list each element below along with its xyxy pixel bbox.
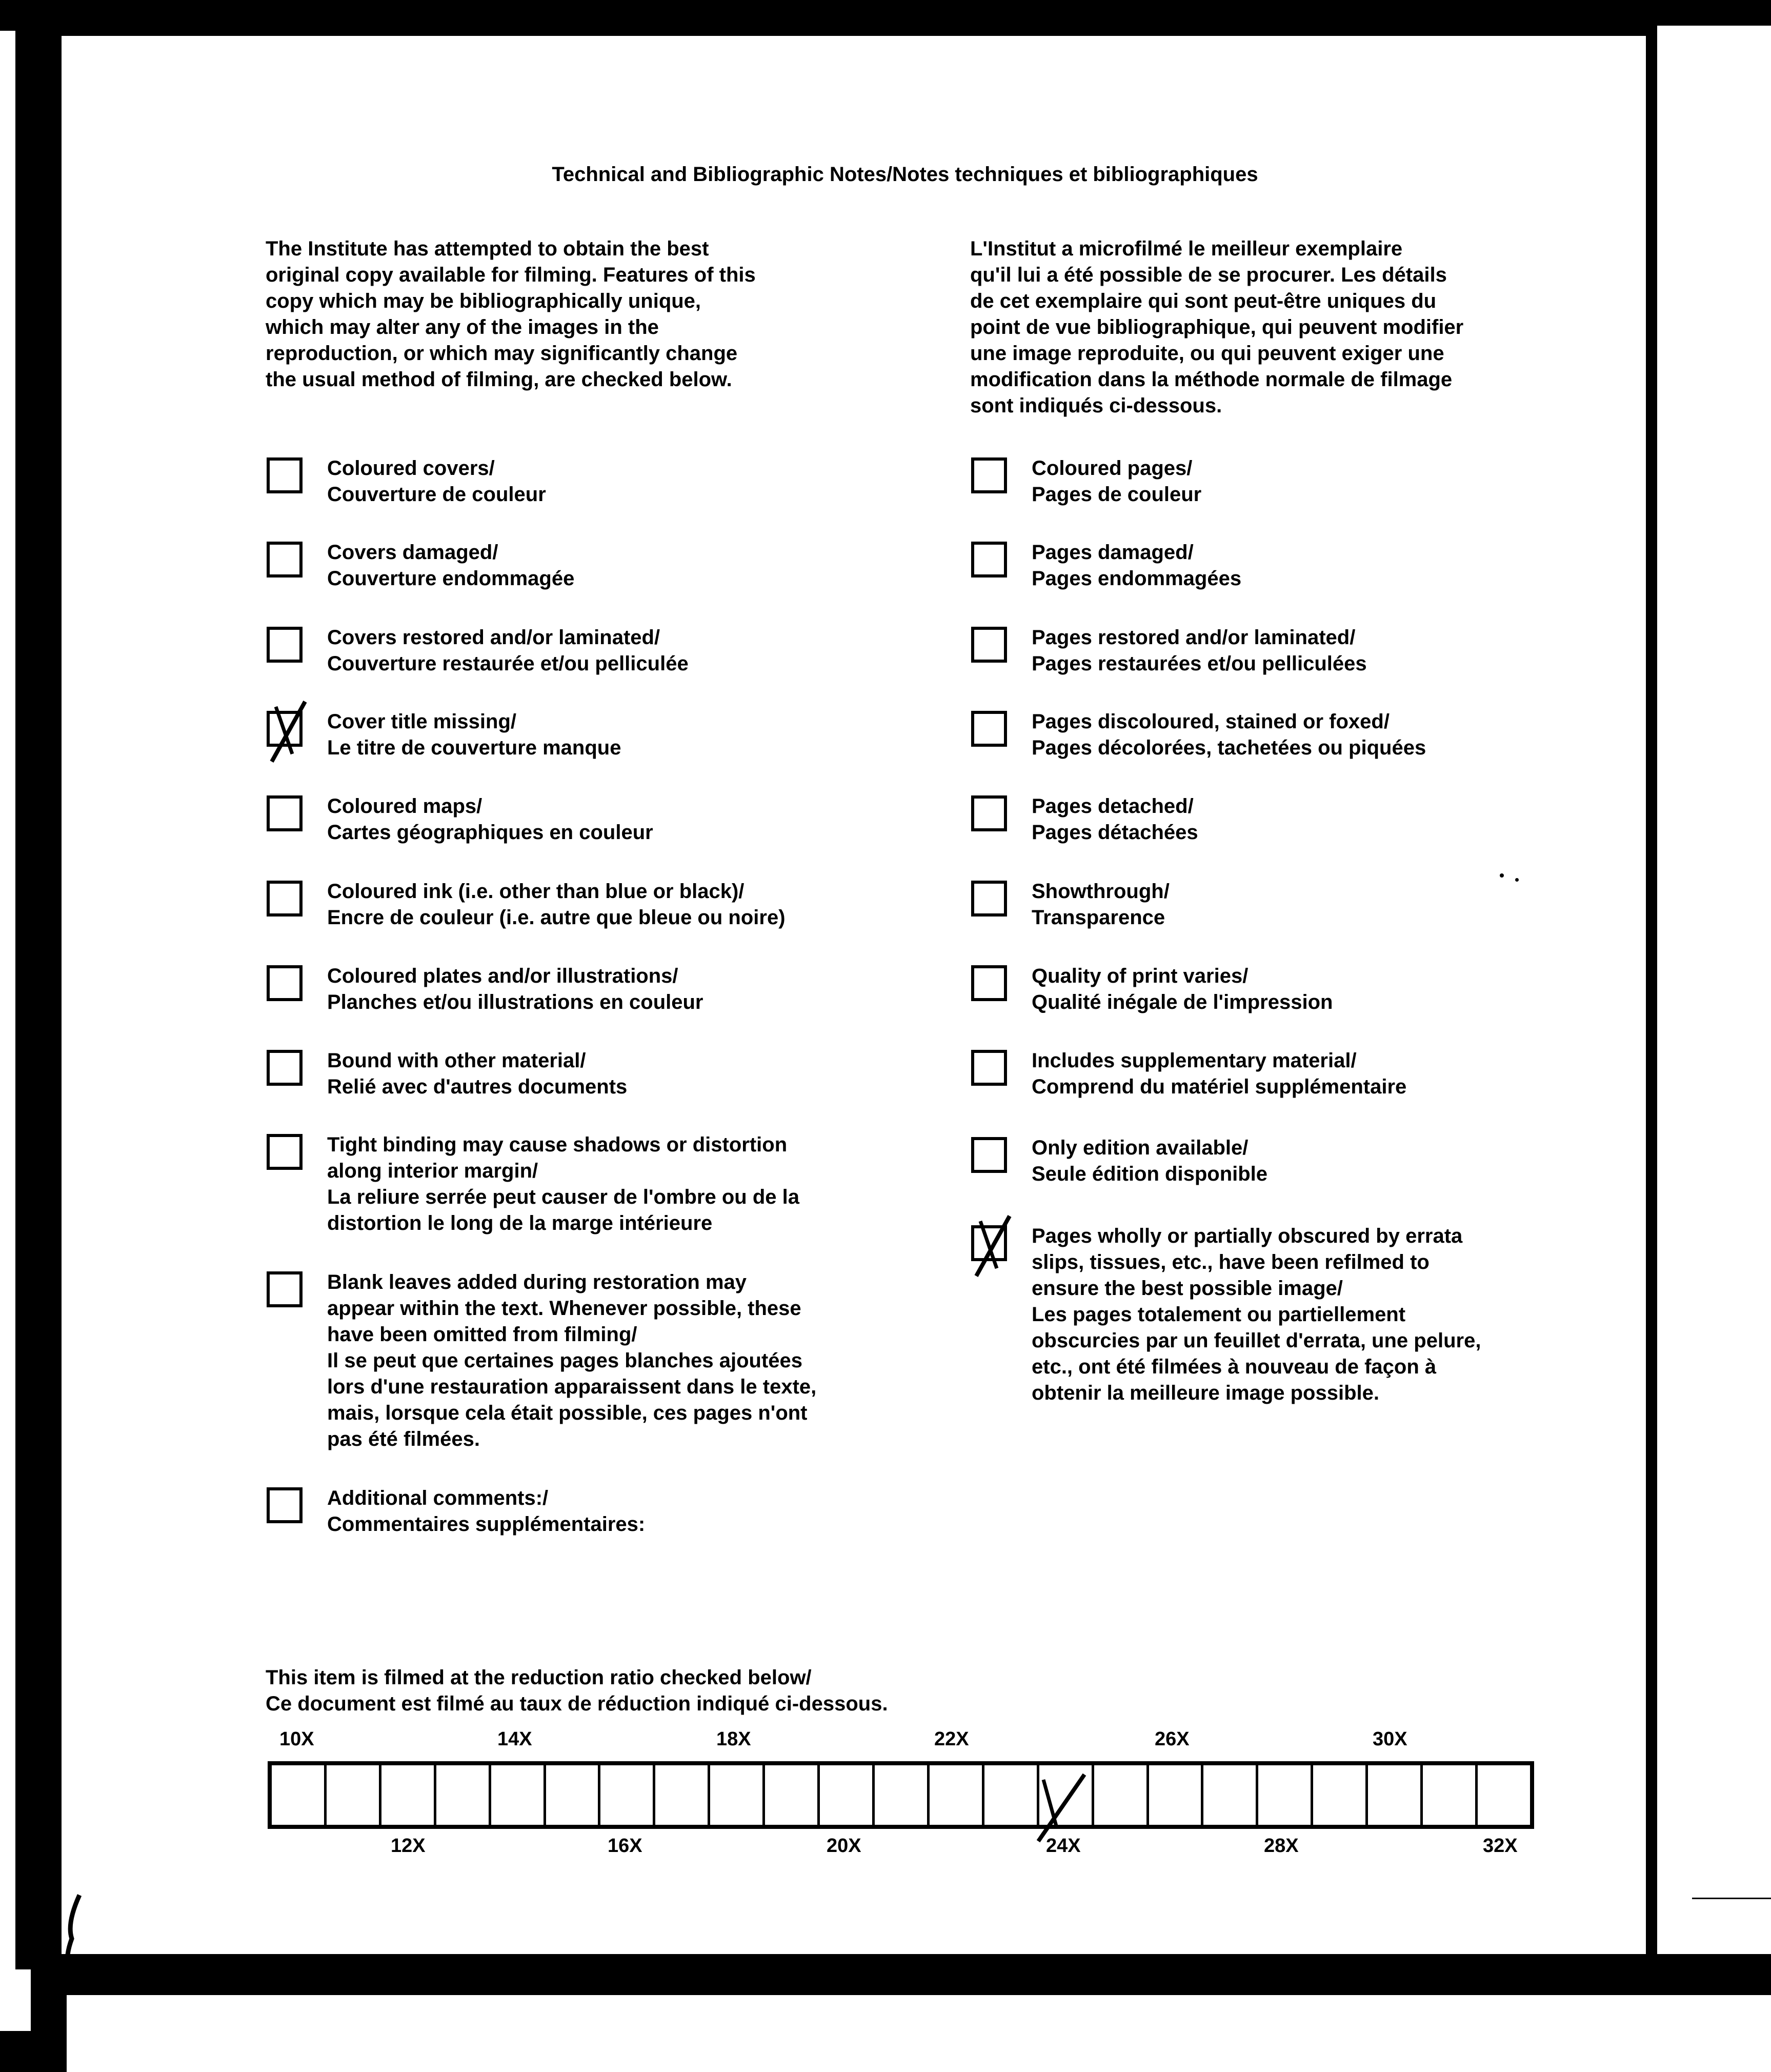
reduction-cell[interactable] — [1313, 1765, 1368, 1825]
checkbox-label: Tight binding may cause shadows or distortion along interior margin/ La reliure serrée peut causer de l'ombre ou de la distortion le long de la marge intérieure — [327, 1133, 799, 1234]
reduction-cell[interactable] — [327, 1765, 381, 1825]
checkbox[interactable] — [267, 457, 303, 493]
checkbox[interactable] — [267, 627, 303, 663]
checkbox[interactable] — [267, 881, 303, 917]
reduction-tick-label: 24X — [1046, 1835, 1081, 1857]
reduction-tick-label: 12X — [391, 1835, 426, 1857]
checkbox-label: Cover title missing/ Le titre de couverture manque — [327, 710, 621, 759]
reduction-cell[interactable] — [1203, 1765, 1258, 1825]
adjacent-page-edge — [1657, 26, 1771, 1954]
checkbox[interactable] — [267, 1134, 303, 1170]
checkbox[interactable] — [971, 881, 1007, 917]
reduction-cell[interactable] — [655, 1765, 710, 1825]
checkbox-label: Pages wholly or partially obscured by errata slips, tissues, etc., have been refilmed to ensure the best possible image/ Les pages totalement ou partiellement obscurcies par un feuillet d'errata, une pelure, etc., ont été filmées à nouveau de façon à obtenir la meilleure image possible. — [1032, 1225, 1481, 1404]
speck — [1500, 873, 1504, 878]
reduction-tick-label: 10X — [279, 1728, 314, 1750]
checkbox-label: Covers restored and/or laminated/ Couverture restaurée et/ou pelliculée — [327, 626, 689, 675]
reduction-cell[interactable] — [546, 1765, 601, 1825]
reduction-ratio-text: This item is filmed at the reduction ratio checked below/ Ce document est filmé au taux de réduction indiqué ci-dessous. — [266, 1666, 888, 1715]
next-frame-edge — [67, 1995, 1771, 2072]
reduction-cell[interactable] — [381, 1765, 436, 1825]
page-title: Technical and Bibliographic Notes/Notes techniques et bibliographiques — [552, 163, 1258, 186]
reduction-tick-label: 28X — [1264, 1835, 1299, 1857]
film-scratch-mark — [56, 1892, 87, 1980]
reduction-cell[interactable] — [875, 1765, 930, 1825]
checkbox[interactable] — [971, 1225, 1007, 1261]
checkbox[interactable] — [971, 965, 1007, 1001]
intro-french: L'Institut a microfilmé le meilleur exemplaire qu'il lui a été possible de se procurer. Les détails de cet exemplaire qui sont peut-être uniques du point de vue bibliographique, qui peuvent modifier une image reproduite, ou qui peuvent exiger une modification dans la méthode normale de filmage sont indiqués ci-dessous. — [970, 237, 1464, 417]
reduction-cell[interactable] — [930, 1765, 984, 1825]
reduction-tick-label: 22X — [934, 1728, 969, 1750]
reduction-tick-label: 18X — [716, 1728, 751, 1750]
frame-divider — [51, 1969, 1771, 1971]
reduction-tick-label: 16X — [608, 1835, 642, 1857]
reduction-cell[interactable] — [1368, 1765, 1423, 1825]
reduction-tick-label: 26X — [1155, 1728, 1190, 1750]
reduction-cell[interactable] — [1094, 1765, 1149, 1825]
checkbox[interactable] — [267, 1487, 303, 1523]
reduction-scale — [268, 1761, 1534, 1829]
reduction-check-mark-icon — [1028, 1769, 1095, 1846]
speck — [1515, 878, 1519, 882]
checkbox-label: Showthrough/ Transparence — [1032, 880, 1170, 929]
checkbox-label: Pages damaged/ Pages endommagées — [1032, 541, 1242, 590]
reduction-cell[interactable] — [1478, 1765, 1530, 1825]
reduction-cell[interactable] — [491, 1765, 546, 1825]
checkbox[interactable] — [971, 711, 1007, 747]
speck — [1298, 21, 1302, 24]
checkbox-label: Blank leaves added during restoration may appear within the text. Whenever possible, these have been omitted from filming/ Il se peut que certaines pages blanches ajoutées lors d'une restauration apparaissent dans le texte, mais, lorsque cela était possible, ces pages n'ont pas été filmées. — [327, 1271, 817, 1450]
checkbox-label: Coloured covers/ Couverture de couleur — [327, 457, 546, 506]
reduction-cell[interactable] — [1258, 1765, 1313, 1825]
reduction-tick-label: 14X — [497, 1728, 532, 1750]
checkbox[interactable] — [971, 627, 1007, 663]
reduction-cell[interactable] — [600, 1765, 655, 1825]
checkbox[interactable] — [267, 542, 303, 577]
checkbox-label: Quality of print varies/ Qualité inégale de l'impression — [1032, 965, 1333, 1013]
checkbox-label: Coloured plates and/or illustrations/ Planches et/ou illustrations en couleur — [327, 965, 703, 1013]
checkbox[interactable] — [971, 542, 1007, 577]
reduction-cell[interactable] — [272, 1765, 327, 1825]
checkbox-label: Coloured ink (i.e. other than blue or black)/ Encre de couleur (i.e. autre que bleue ou noire) — [327, 880, 786, 929]
checkbox-label: Coloured maps/ Cartes géographiques en couleur — [327, 795, 653, 844]
reduction-cell[interactable] — [436, 1765, 491, 1825]
film-edge-shadow — [15, 31, 51, 1969]
checkbox-label: Coloured pages/ Pages de couleur — [1032, 457, 1202, 506]
reduction-cell[interactable] — [710, 1765, 765, 1825]
reduction-tick-label: 32X — [1483, 1835, 1518, 1857]
reduction-tick-label: 20X — [827, 1835, 861, 1857]
checkbox-label: Bound with other material/ Relié avec d'autres documents — [327, 1049, 628, 1098]
checkbox[interactable] — [267, 795, 303, 831]
reduction-cell[interactable] — [765, 1765, 820, 1825]
checkbox[interactable] — [267, 965, 303, 1001]
checkbox-label: Only edition available/ Seule édition disponible — [1032, 1137, 1268, 1185]
checkbox[interactable] — [971, 457, 1007, 493]
checkbox[interactable] — [971, 1137, 1007, 1173]
checkbox-label: Additional comments:/ Commentaires supplémentaires: — [327, 1487, 646, 1536]
checkbox[interactable] — [971, 1050, 1007, 1086]
intro-english: The Institute has attempted to obtain the best original copy available for filming. Features of this copy which may be bibliographically unique, which may alter any of the images in the reproduction, or which may significantly change the usual method of filming, are checked below. — [266, 237, 756, 391]
adjacent-page-line — [1692, 1898, 1771, 1899]
checkbox[interactable] — [267, 711, 303, 747]
reduction-tick-label: 30X — [1373, 1728, 1407, 1750]
reduction-cell[interactable] — [820, 1765, 875, 1825]
reduction-cell[interactable] — [1423, 1765, 1478, 1825]
checkbox-label: Pages discoloured, stained or foxed/ Pages décolorées, tachetées ou piquées — [1032, 710, 1426, 759]
checkbox-label: Includes supplementary material/ Comprend du matériel supplémentaire — [1032, 1049, 1407, 1098]
checkbox-label: Pages restored and/or laminated/ Pages restaurées et/ou pelliculées — [1032, 626, 1367, 675]
checkbox-label: Covers damaged/ Couverture endommagée — [327, 541, 575, 590]
checkbox[interactable] — [971, 795, 1007, 831]
checkbox-label: Pages detached/ Pages détachées — [1032, 795, 1198, 844]
checkbox[interactable] — [267, 1271, 303, 1307]
reduction-cell[interactable] — [1149, 1765, 1204, 1825]
checkbox[interactable] — [267, 1050, 303, 1086]
